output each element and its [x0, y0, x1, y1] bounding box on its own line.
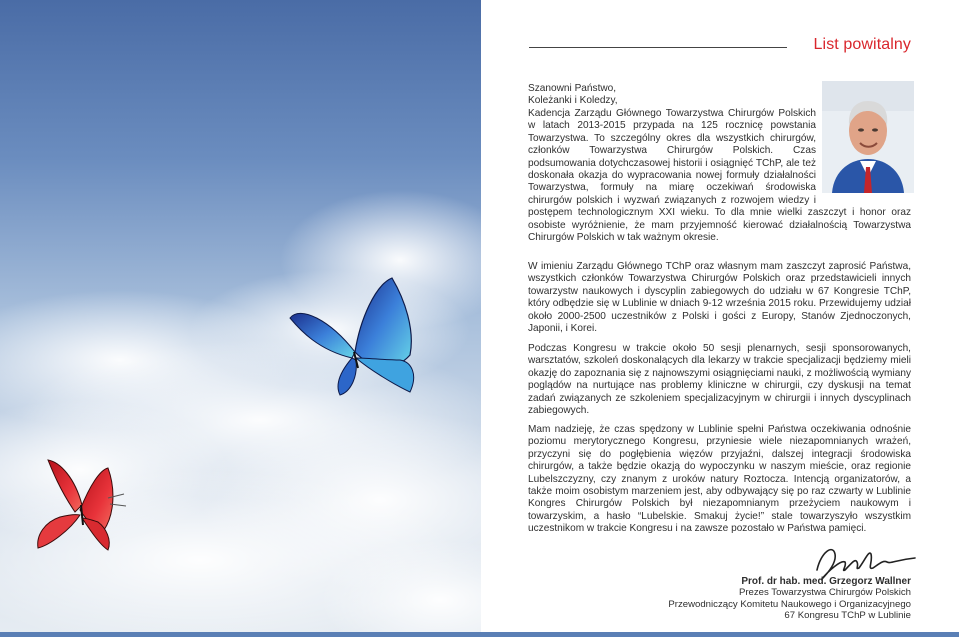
letter-page [481, 0, 959, 637]
bottom-bar [0, 632, 959, 637]
title-rule [529, 47, 787, 48]
signer-block [668, 576, 911, 621]
paragraph-text: Podczas Kongresu w trakcie około 50 sesji plenarnych, sesji sponsorowanych, warsztatów, szkoleń doskonalących dla lekarzy w trakcie specjalizacji będziemy mieli okazję do zapoznania się z najnowszymi osiągnięciami nauki, z możliwością wymiany poglądów na nurtujące nas problemy kliniczne w chirurgii, czy dyskusji na temat zadań związanych ze szkoleniem specjalizacyjnym w chirurgii i innych dyscyplinach zabiegowych. [528, 343, 911, 417]
signer-line-3: 67 Kongresu TChP w Lublinie [784, 609, 911, 621]
greeting-line-2: Koleżanki i Koledzy, [528, 95, 618, 107]
page-title: List powitalny [813, 36, 911, 53]
paragraph-text: W imieniu Zarządu Głównego TChP oraz własnym mam zaszczyt zaprosić Państwa, wszystkich członków Towarzystwa Chirurgów Polskich oraz przedstawicieli innych towarzystw naukowych i dyscyplin zabiegowych do udziału w 67 Kongresie TChP, który odbędzie się w Lublinie w dniach 9-12 września 2015 roku. Przewidujemy udział około 2000-2500 uczestników z Polski i gości z Europy, Stanów Zjednoczonych, Japonii, i Korei. [528, 261, 911, 335]
paragraph-3 [528, 343, 911, 417]
paragraph-text: Mam nadzieję, że czas spędzony w Lublinie spełni Państwa oczekiwania odnośnie poziomu merytorycznego Kongresu, przyniesie wiele niezapomnianych wrażeń, przyczyni się do pogłębienia więzów przyjaźni, dalszej integracji środowiska chirurgów, a także będzie okazją do wypoczynku w naszym mieście, oraz regionie Lubelszczyzny, czy znanym z uroków natury Roztocza. Intencją organizatorów, a także moim osobistym marzeniem jest, aby odbywający się po raz czwarty w Lublinie Kongres Chirurgów Polskich był niezapomnianym przeżyciem naukowym i towarzyskim, a hasło “Lubelskie. Smakuj życie!” stale towarzyszyło wszystkim uczestnikom w trakcie Kongresu i na zawsze pozostało w Państwa pamięci. [528, 424, 911, 535]
greeting-line-1: Szanowni Państwo, [528, 83, 617, 94]
signer-line-2: Przewodniczący Komitetu Naukowego i Organizacyjnego [668, 598, 911, 610]
paragraph-4 [528, 424, 911, 536]
paragraph-1 [528, 108, 911, 244]
signer-name: Prof. dr hab. med. Grzegorz Wallner [741, 576, 911, 587]
signer-line-1: Prezes Towarzystwa Chirurgów Polskich [738, 587, 911, 599]
paragraph-text: Kadencja Zarządu Głównego Towarzystwa Chirurgów Polskich w latach 2013-2015 przypada na 125 rocznicę powstania Towarzystwa. To szczególny okres dla wszystkich chirurgów, członków Towarzystwa Chirurgów Polskich. Czas podsumowania dotychczasowej historii i osiągnięć TChP, ale też doskonała okazja do wypracowania nowej formuły działalności Towarzystwa, formuły na miarę oczekiwań środowiska chirurgów polskich i wyzwań związanych z rozwojem wiedzy i postępem technologicznym XXI wieku. To dla mnie wielki zaszczyt i honor oraz osobiste wyróżnienie, że mam przyjemność kierować działalnością Towarzystwa Chirurgów Polskich w tak ważnym okresie. [528, 108, 911, 244]
portrait-photo [822, 81, 914, 193]
paragraph-2 [528, 261, 911, 335]
